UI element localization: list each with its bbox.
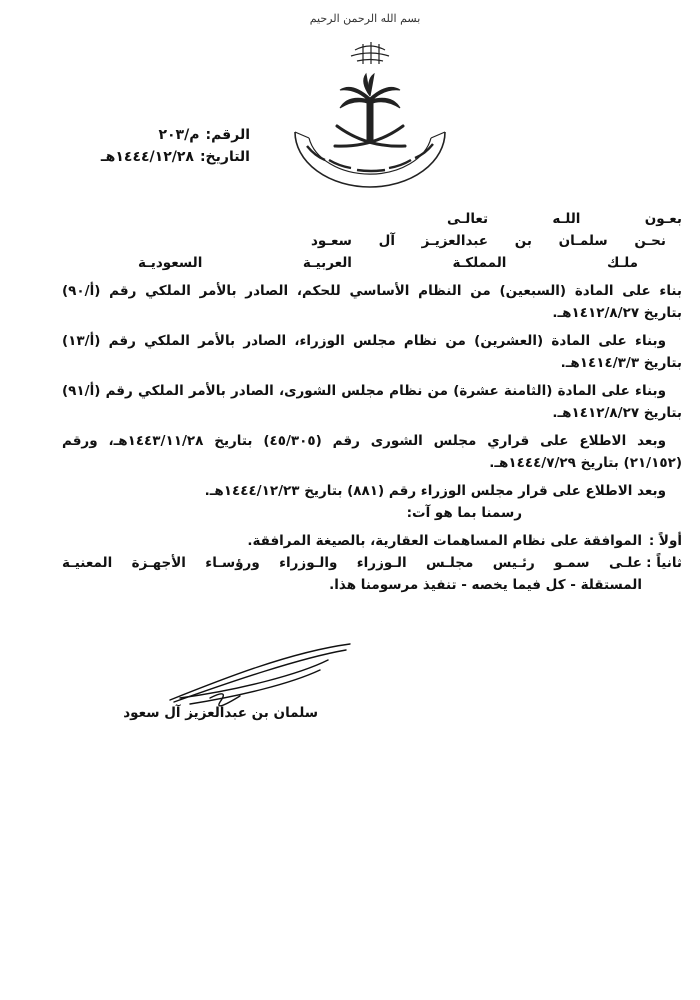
decree-item-first [62,530,682,552]
basmala: بسم الله الرحمن الرحيم [309,12,421,25]
decree-item-text: الموافقة على نظام المساهمات العقارية، بالصيغة المرافقة. [247,533,642,549]
preamble-1-line2: بتاريخ ١٤١٢/٨/٢٧هـ. [552,305,682,321]
preamble-4-line1: وبعد الاطلاع على قراري مجلس الشورى رقم (٤٥/٣٠٥) بتاريخ ١٤٤٣/١١/٢٨هـ، ورقم [62,433,666,449]
reference-number-label: الرقم: [205,127,250,143]
reference-number-value: م/٢٠٣ [158,127,200,143]
palm-tree-icon [340,74,400,142]
preamble-2-line2: بتاريخ ١٤١٤/٣/٣هـ. [560,355,682,371]
reference-date-label: التاريخ: [199,149,250,165]
reference-number-row [60,124,250,146]
decree-item-number: ثانياً : [646,555,682,571]
reference-date-value: ١٤٤٤/١٢/٢٨هـ [100,149,194,165]
signatory-name: سلمان بن عبدالعزيز آل سعود [123,705,318,721]
intro-king-title: ملـك المملكـة العربيـة السعوديـة [138,255,638,271]
motto-calligraphy-mark [351,42,389,64]
decree-item-text-line2: المستقلة - كل فيما يخصه - تنفيذ مرسومنا هذا. [329,577,642,593]
preamble-2-line1: وبناء على المادة (العشرين) من نظام مجلس الوزراء، الصادر بالأمر الملكي رقم (أ/١٣) [62,333,666,349]
reference-block [60,124,250,168]
preamble-4-line2: (٢١/١٥٢) بتاريخ ١٤٤٤/٧/٢٩هـ. [489,455,682,471]
preamble-3-line1: وبناء على المادة (الثامنة عشرة) من نظام مجلس الشورى، الصادر بالأمر الملكي رقم (أ/٩١) [62,383,666,399]
royal-emblem-seal [285,34,455,194]
preamble-1-line1: بناء على المادة (السبعين) من النظام الأساسي للحكم، الصادر بالأمر الملكي رقم (أ/٩٠) [62,283,682,299]
decree-item-text-line1: علـى سمـو رئـيس مجلـس الـوزراء والـوزراء ورؤسـاء الأجهـزة المعنيـة [62,555,642,571]
decree-item-text [62,552,642,596]
intro-invocation: بعـون اللـه تعالـى [447,211,682,227]
reference-date-row [60,146,250,168]
decree-item-second [62,552,682,596]
decree-item-number: أولاً : [648,533,682,549]
decree-intro: رسمنا بما هو آت: [406,505,522,521]
preamble-3-line2: بتاريخ ١٤١٢/٨/٢٧هـ. [552,405,682,421]
decree-body [62,208,682,596]
intro-king-name: نحـن سلمـان بن عبدالعزيـز آل سعـود [311,233,666,249]
preamble-5-line1: وبعد الاطلاع على قرار مجلس الوزراء رقم (٨٨١) بتاريخ ١٤٤٤/١٢/٢٣هـ. [204,483,666,499]
